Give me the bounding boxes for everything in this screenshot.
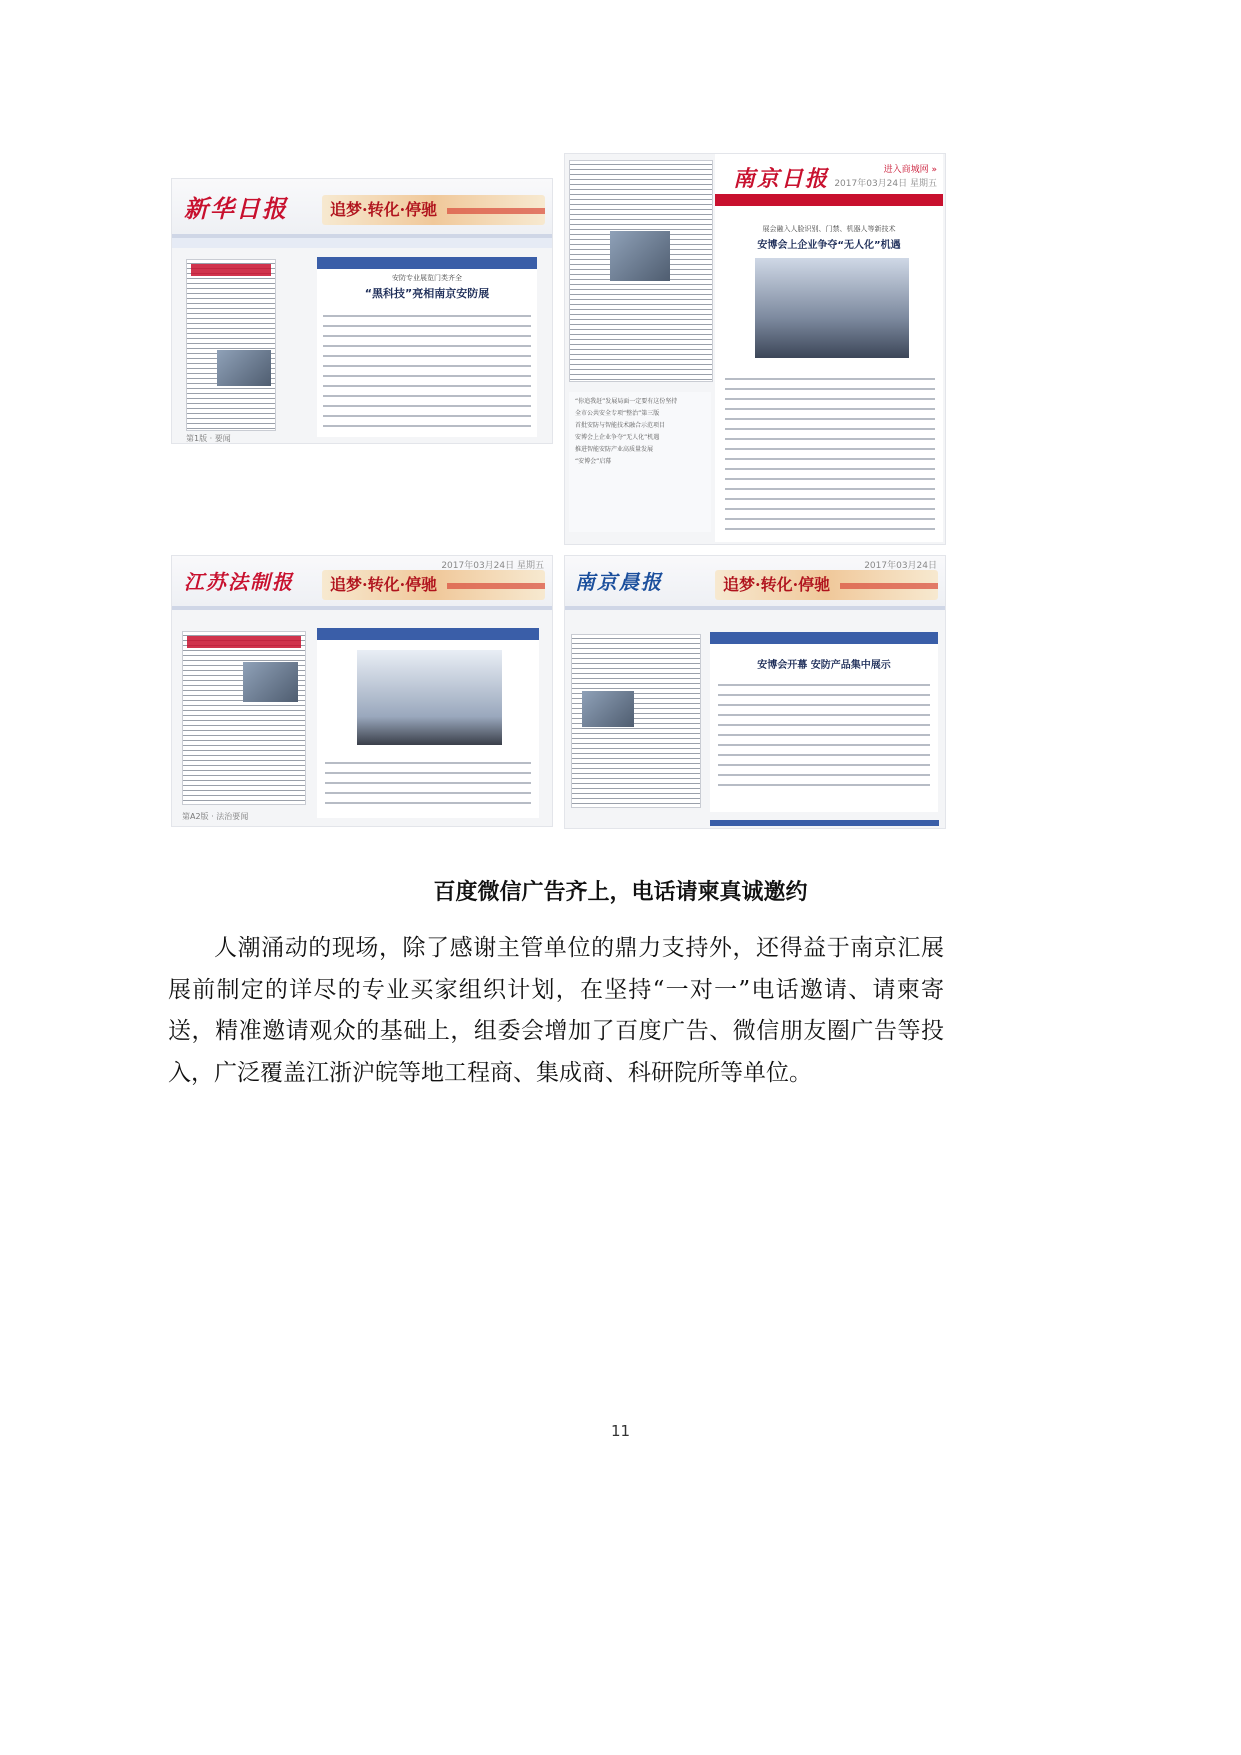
- newspaper-clipping-nanjing-daily: [564, 153, 946, 545]
- article-title: 安博会开幕 安防产品集中展示: [757, 660, 891, 671]
- list-item[interactable]: “你追我赶”发展局面一定要有这份坚持: [575, 398, 678, 405]
- article-body: [323, 307, 531, 431]
- article-body: [725, 370, 935, 535]
- article-nav-bar: [710, 632, 938, 644]
- article-nav-bar: [715, 194, 943, 206]
- masthead: [172, 179, 552, 238]
- article-title: 安博会上企业争夺“无人化”机遇: [757, 240, 901, 251]
- page-thumbnail[interactable]: [186, 259, 276, 431]
- slogan-banner: [322, 195, 545, 225]
- article-title: “黑科技”亮相南京安防展: [364, 287, 490, 300]
- newspaper-clipping-nanjing-morning: [564, 555, 946, 829]
- page-thumbnail[interactable]: [571, 634, 701, 808]
- issue-date: 2017年03月24日 星期五: [441, 561, 544, 571]
- newspaper-logo: 南京日报: [733, 166, 830, 192]
- story-list: [569, 392, 711, 472]
- issue-date: 2017年03月24日 星期五: [834, 179, 937, 189]
- newspaper-logo: 江苏法制报: [184, 570, 294, 594]
- page-footer-left: 第A2版 · 法治要闻: [182, 812, 249, 821]
- article-nav-bar: [317, 628, 539, 640]
- article-body: [325, 754, 531, 809]
- article-photo: [357, 650, 502, 745]
- link-mall[interactable]: 进入商城网 »: [883, 165, 937, 175]
- slogan-banner: [715, 570, 938, 600]
- article-pane: [715, 154, 943, 542]
- body-paragraph: 人潮涌动的现场，除了感谢主管单位的鼎力支持外，还得益于南京汇展展前制定的详尽的专业买家组织计划，在坚持“一对一”电话邀请、请柬寄送，精准邀请观众的基础上，组委会增加了百度广告、微信朋友圈广告等投入，广泛覆盖江浙沪皖等地工程商、集成商、科研院所等单位。: [168, 935, 944, 1086]
- list-item[interactable]: 安博会上企业争夺“无人化”机遇: [575, 434, 660, 441]
- masthead: [565, 556, 945, 610]
- article-pane: [710, 632, 938, 812]
- newspaper-logo: 新华日报: [184, 194, 288, 223]
- masthead: [172, 556, 552, 610]
- footer-bar: [710, 820, 939, 826]
- slogan-text: 追梦·转化·停驰: [330, 200, 438, 219]
- issue-date: 2017年03月24日: [864, 561, 937, 571]
- article-subhead: 安防专业展览门类齐全: [392, 274, 462, 282]
- article-nav-bar: [317, 257, 537, 269]
- section-heading: 百度微信广告齐上，电话请柬真诚邀约: [433, 879, 808, 905]
- newspaper-logo: 南京晨报: [575, 570, 663, 594]
- page-footer-left: 第1版 · 要闻: [186, 434, 231, 443]
- list-item[interactable]: 推进智能安防产业高质量发展: [575, 446, 654, 453]
- list-item[interactable]: 全市公共安全专项“整治”第三版: [575, 410, 660, 417]
- article-photo: [755, 258, 909, 358]
- slogan-text: 追梦·转化·停驰: [723, 575, 831, 594]
- nav-strip: [172, 238, 552, 248]
- newspaper-clipping-jiangsu-legal: [171, 555, 553, 827]
- page-index-list: [569, 392, 711, 532]
- slogan-banner: [322, 570, 545, 600]
- article-subhead: 展会融入人脸识别、门禁、机器人等新技术: [762, 225, 896, 233]
- page-thumbnail[interactable]: [569, 160, 713, 382]
- list-item[interactable]: 首批安防与智能技术融合示范项目: [575, 422, 666, 429]
- page-number: 11: [610, 1422, 631, 1440]
- page-thumbnail[interactable]: [182, 631, 306, 805]
- article-pane: [317, 628, 539, 818]
- article-pane: [317, 257, 537, 437]
- list-item[interactable]: “安博会”启幕: [575, 458, 612, 465]
- newspaper-clipping-xinhua: [171, 178, 553, 444]
- slogan-text: 追梦·转化·停驰: [330, 575, 438, 594]
- article-body: [718, 676, 930, 786]
